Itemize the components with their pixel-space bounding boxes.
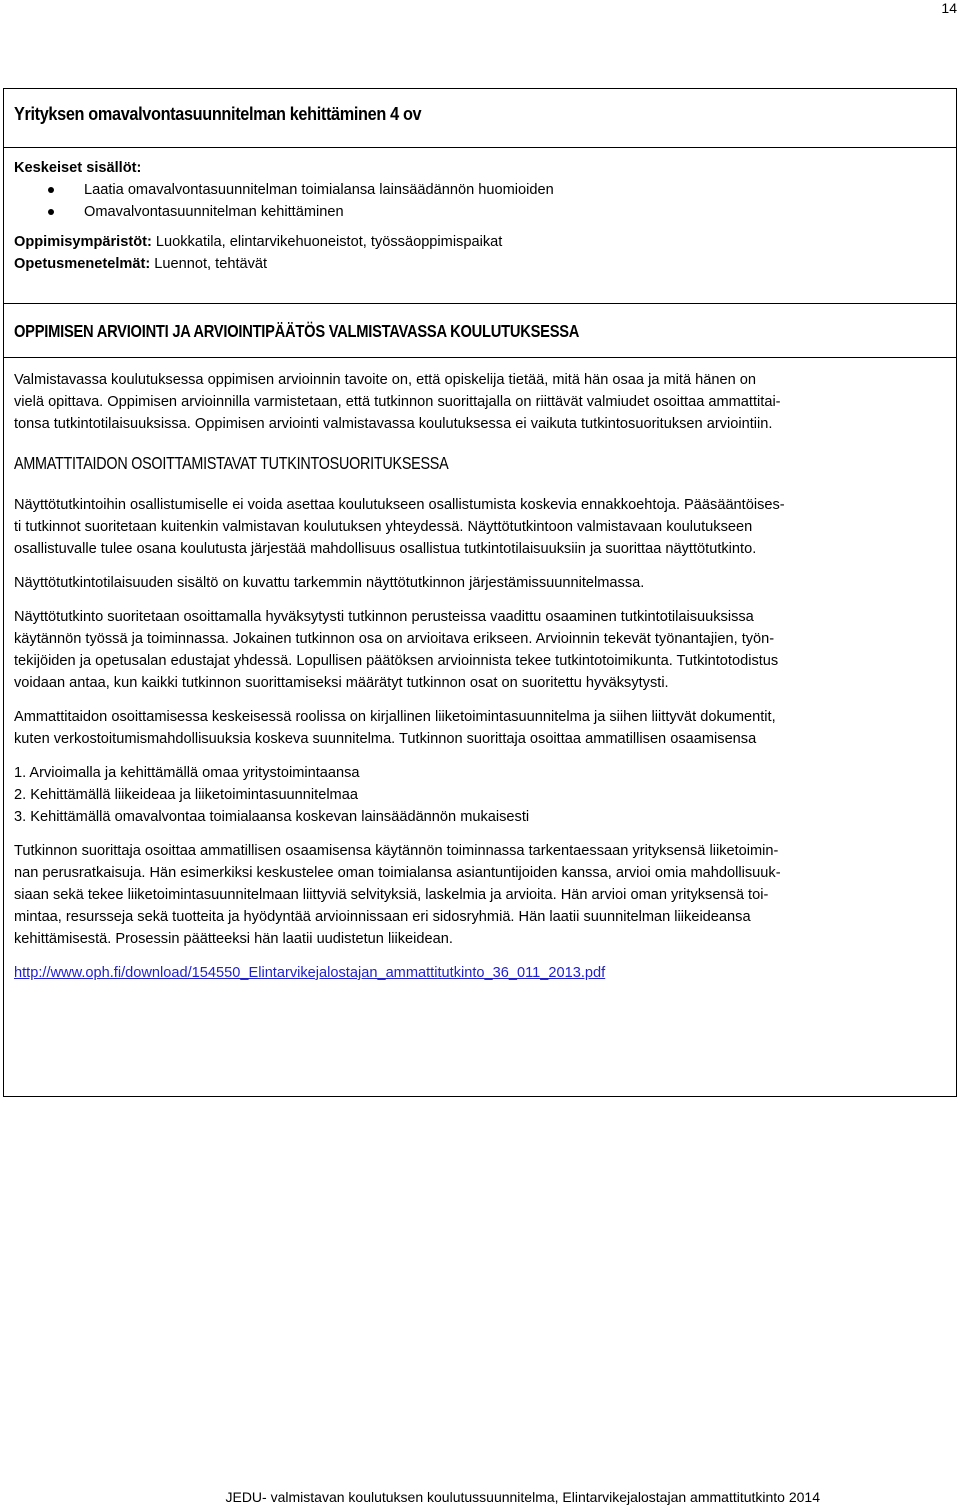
key-contents-list <box>14 179 956 223</box>
assessment-heading-row <box>4 304 956 358</box>
page-number: 14 <box>941 0 957 16</box>
paragraph: Näyttötutkintotilaisuuden sisältö on kuvattu tarkemmin näyttötutkinnon järjestämissuunnitelmassa. <box>14 575 645 591</box>
list-item: Laatia omavalvontasuunnitelman toimialansa lainsäädännön huomioiden <box>40 179 956 201</box>
list-item: 2. Kehittämällä liikeideaa ja liiketoimintasuunnitelmaa <box>14 787 358 803</box>
link-paragraph <box>14 962 952 984</box>
assessment-heading: OPPIMISEN ARVIOINTI JA ARVIOINTIPÄÄTÖS VALMISTAVASSA KOULUTUKSESSA <box>14 321 580 341</box>
content-row <box>4 148 956 304</box>
learning-environments-label: Oppimisympäristöt: <box>14 234 152 250</box>
module-title: Yrityksen omavalvontasuunnitelman kehittäminen 4 ov <box>14 103 422 124</box>
list-item: Omavalvontasuunnitelman kehittäminen <box>40 201 956 223</box>
page-footer: JEDU- valmistavan koulutuksen koulutussuunnitelma, Elintarvikejalostajan ammattitutkinto 2014 <box>225 1489 820 1505</box>
paragraph: Valmistavassa koulutuksessa oppimisen arvioinnin tavoite on, että opiskelija tietää, mitä hän osaa ja mitä hänen on vielä opittava. Oppimisen arvioinnilla varmistetaan, että tutkinnon suorittajalla on riittävät valmiudet osoittaa ammattitai- tonsa tutkintotilaisuuksissa. Oppimisen arviointi valmistavassa koulutuksessa ei vaikuta tutkintosuorituksen arviointiin. <box>14 372 781 432</box>
key-contents-label: Keskeiset sisällöt: <box>14 160 142 176</box>
list-item: 1. Arvioimalla ja kehittämällä omaa yritystoimintaansa <box>14 765 360 781</box>
teaching-methods-value: Luennot, tehtävät <box>150 256 268 272</box>
paragraph: Tutkinnon suorittaja osoittaa ammatillisen osaamisensa käytännön toiminnassa tarkentaessaan yrityksensä liiketoimin- nan perusratkaisuja. Hän esimerkiksi keskustelee oman toimialansa asiantuntijoiden kanssa, arvioi omia mahdollisuuk- siaan sekä tekee liiketoimintasuunnitelmaan liittyviä selvityksiä, laskelmia ja arvioita. Hän arvioi oman yrityksensä toi- mintaa, resursseja sekä tuotteita ja hyödyntää arvioinnissaan eri sidosryhmiä. Hän laatii suunnitelman liikeideansa kehittämisestä. Prosessin päätteeksi hän laatii uudistetun liikeidean. <box>14 843 781 947</box>
list-item: 3. Kehittämällä omavalvontaa toimialaansa koskevan lainsäädännön mukaisesti <box>14 809 530 825</box>
document-frame <box>3 88 957 1097</box>
competence-heading: AMMATTITAIDON OSOITTAMISTAVAT TUTKINTOSUORITUKSESSA <box>14 453 449 473</box>
paragraph: Näyttötutkinto suoritetaan osoittamalla hyväksytysti tutkinnon perusteissa vaadittu osaaminen tutkintotilaisuuksissa käytännön työssä ja toiminnassa. Jokainen tutkinnon osa on arvioitava erikseen. Arvioinnin tekevät työnantajien, työn- tekijöiden ja opetusalan edustajat yhdessä. Lopullisen päätöksen arvioinnista tekee tutkintotoimikunta. Tutkintotodistus voidaan antaa, kun kaikki tutkinnon suorittamiseksi määrätyt tutkinnon osat on suoritettu hyväksytysti. <box>14 609 779 691</box>
title-row <box>4 89 956 148</box>
learning-environments <box>14 231 956 253</box>
teaching-methods <box>14 253 956 275</box>
numbered-list <box>14 762 952 828</box>
teaching-methods-label: Opetusmenetelmät: <box>14 256 151 272</box>
body-row <box>4 358 956 984</box>
learning-environments-value: Luokkatila, elintarvikehuoneistot, työssäoppimispaikat <box>151 234 503 250</box>
oph-document-link[interactable]: http://www.oph.fi/download/154550_Elintarvikejalostajan_ammattitutkinto_36_011_2013.pdf <box>14 965 606 981</box>
paragraph: Näyttötutkintoihin osallistumiselle ei voida asettaa koulutukseen osallistumista koskevia ennakkoehtoja. Pääsääntöises- ti tutkinnot suoritetaan kuitenkin valmistavan koulutuksen yhteydessä. Näyttötutkintoon valmistavaan koulutukseen osallistuvalle tulee osana koulutusta järjestää mahdollisuus osallistua tutkintotilaisuuksiin ja suorittaa näyttötutkinto. <box>14 497 785 557</box>
bullet-icon <box>48 209 54 215</box>
paragraph: Ammattitaidon osoittamisessa keskeisessä roolissa on kirjallinen liiketoimintasuunnitelma ja siihen liittyvät dokumentit, kuten verkostoitumismahdollisuuksia koskeva suunnitelma. Tutkinnon suorittaja osoittaa ammatillisen osaamisensa <box>14 709 776 747</box>
bullet-icon <box>48 187 54 193</box>
